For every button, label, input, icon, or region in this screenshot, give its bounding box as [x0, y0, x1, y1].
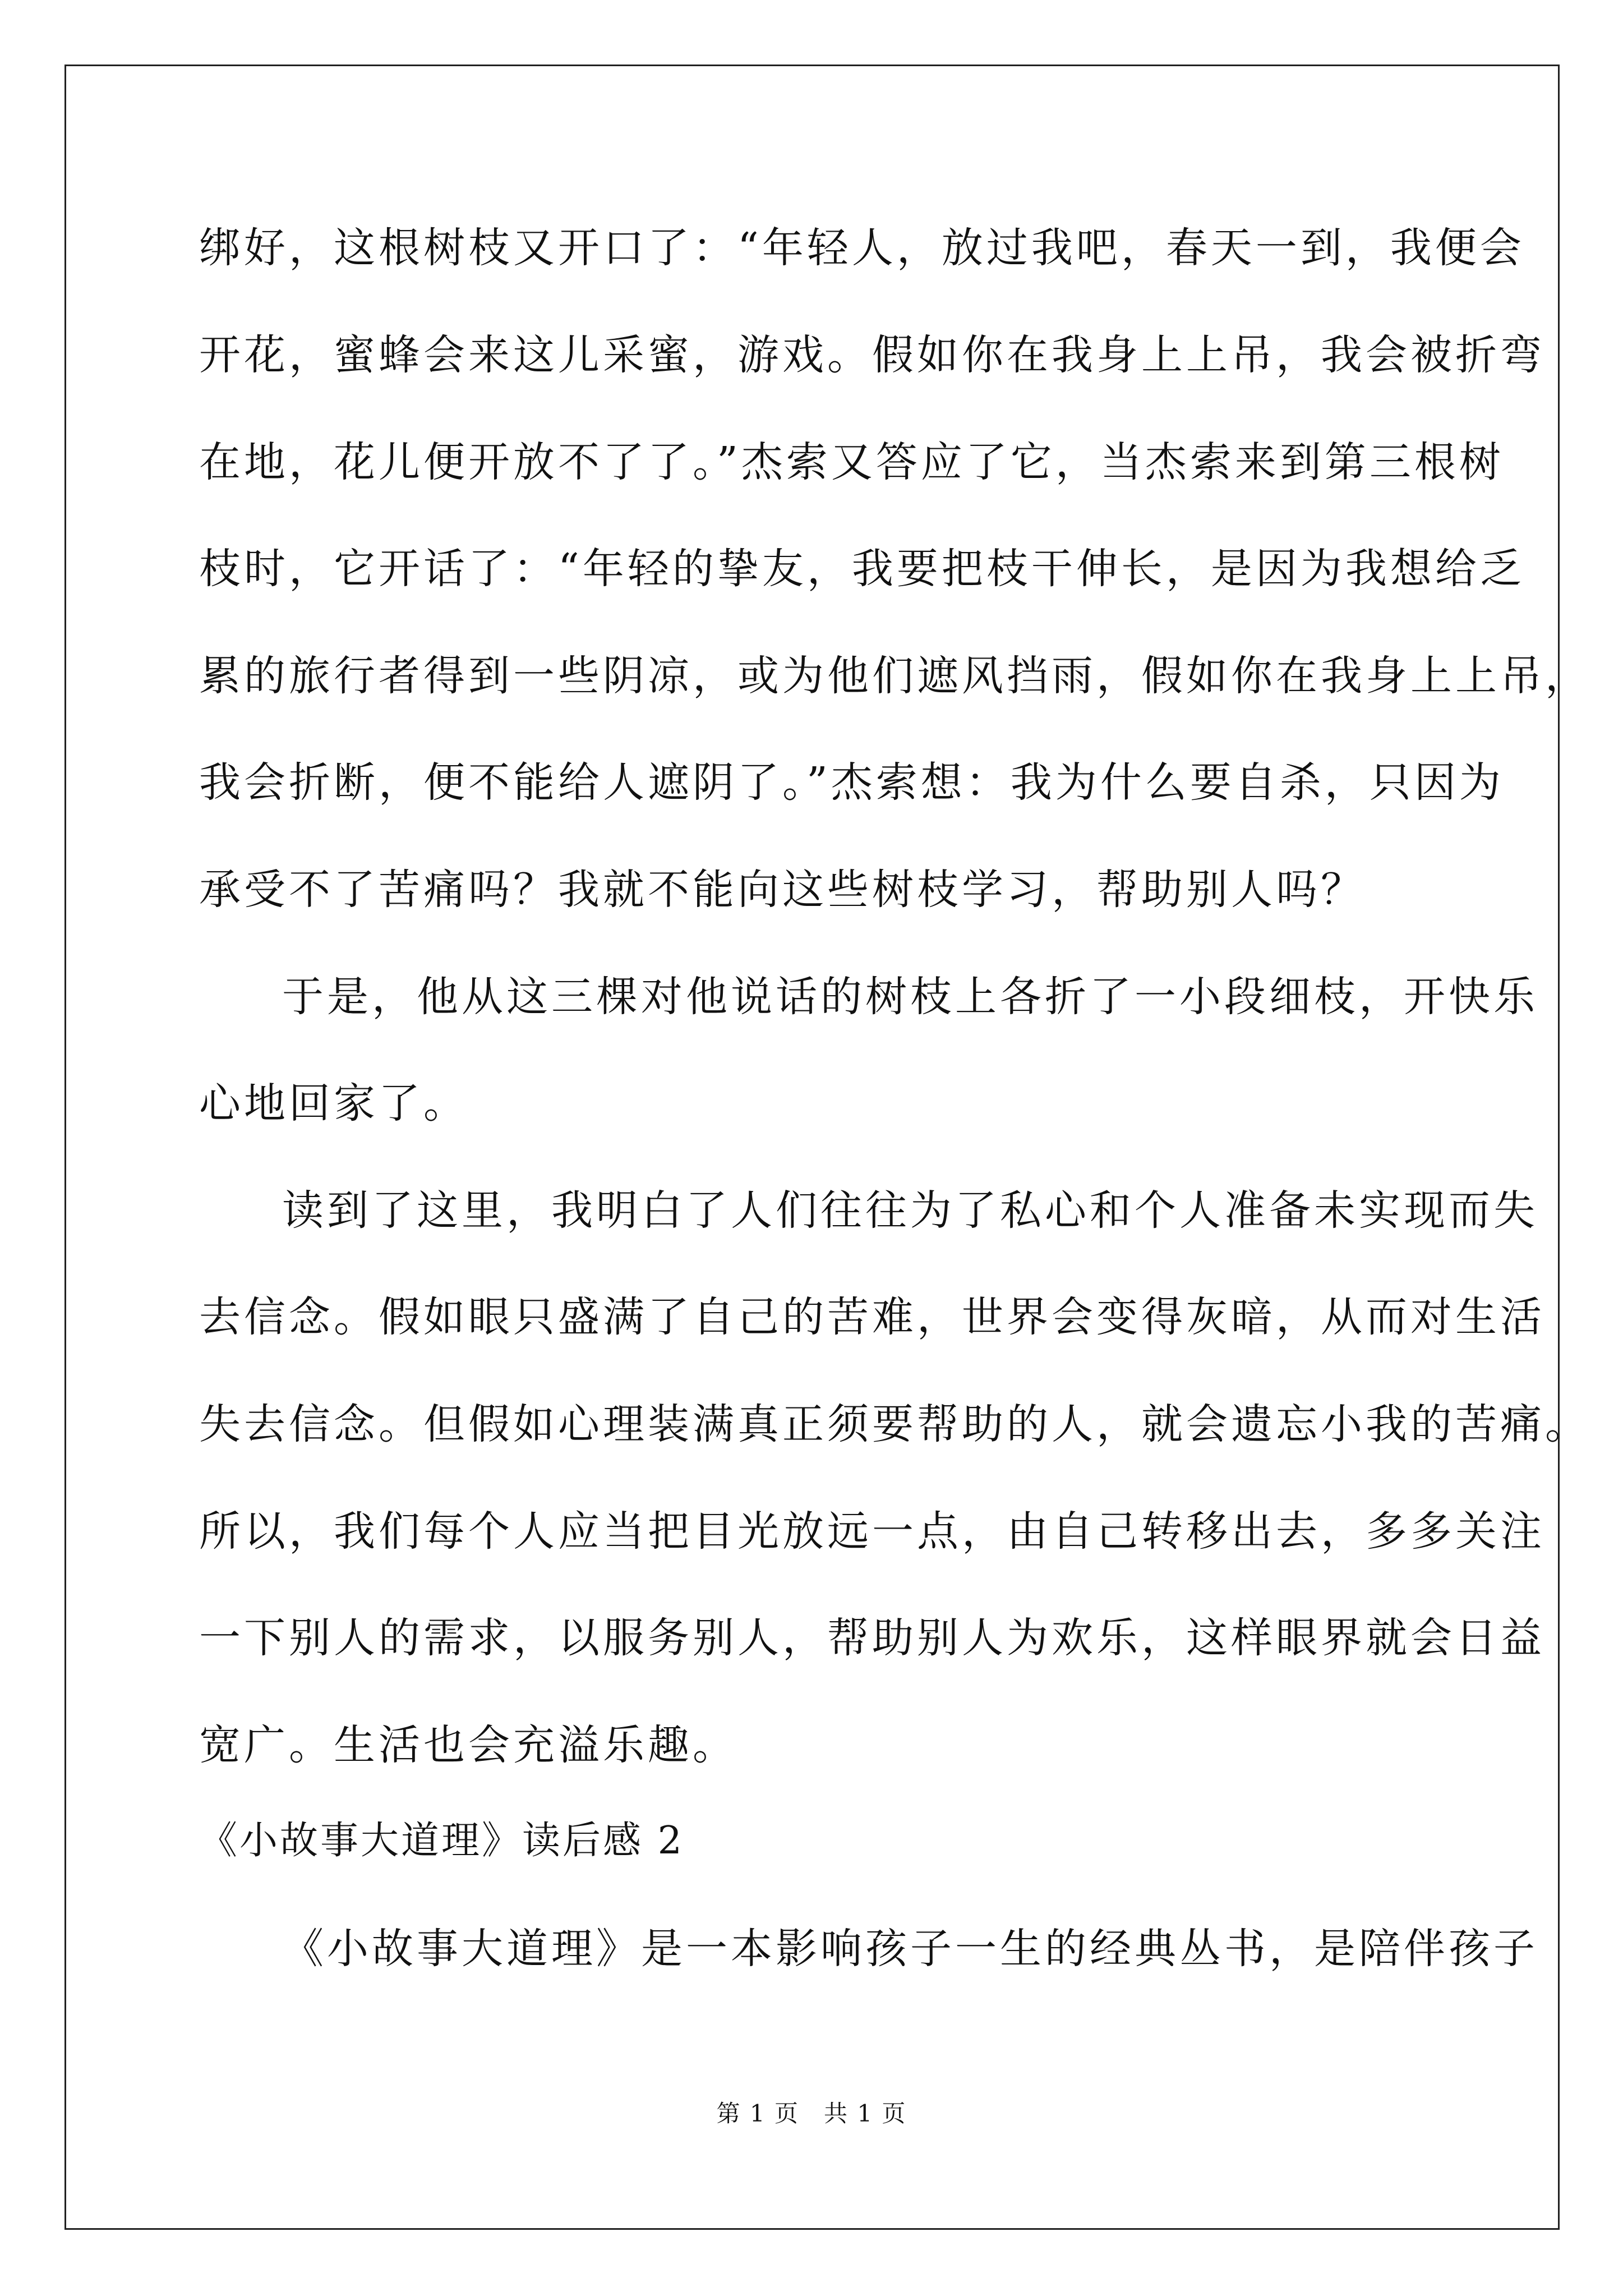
text-line: 读到了这里，我明白了人们往往为了私心和个人准备未实现而失	[282, 1186, 1538, 1235]
text-line: 绑好，这根树枝又开口了：“年轻人，放过我吧，春天一到，我便会	[199, 224, 1525, 272]
text-line: 在地，花儿便开放不了了。”杰索又答应了它，当杰索来到第三根树	[199, 438, 1504, 486]
section-heading: 《小故事大道理》读后感 2	[199, 1819, 684, 1863]
text-line: 去信念。假如眼只盛满了自己的苦难，世界会变得灰暗，从而对生活	[199, 1293, 1545, 1341]
text-line: 累的旅行者得到一些阴凉，或为他们遮风挡雨，假如你在我身上上吊，	[199, 652, 1590, 700]
page-border	[64, 65, 1560, 2230]
page-footer: 第 1 页 共 1 页	[716, 2100, 907, 2127]
text-line: 枝时，它开话了：“年轻的挚友，我要把枝干伸长，是因为我想给乏	[199, 545, 1525, 593]
text-line: 《小故事大道理》是一本影响孩子一生的经典丛书，是陪伴孩子	[282, 1925, 1538, 1973]
text-line: 心地回家了。	[199, 1079, 468, 1128]
text-line: 承受不了苦痛吗？我就不能向这些树枝学习，帮助别人吗？	[199, 866, 1366, 914]
text-line: 于是，他从这三棵对他说话的树枝上各折了一小段细枝，开快乐	[282, 973, 1538, 1021]
text-line: 我会折断，便不能给人遮阴了。”杰索想：我为什么要自杀，只因为	[199, 758, 1504, 807]
text-line: 开花，蜜蜂会来这儿采蜜，游戏。假如你在我身上上吊，我会被折弯	[199, 331, 1545, 379]
text-line: 失去信念。但假如心理装满真正须要帮助的人，就会遗忘小我的苦痛。	[199, 1400, 1590, 1448]
text-line: 所以，我们每个人应当把目光放远一点，由自己转移出去，多多关注	[199, 1507, 1545, 1556]
text-line: 宽广。生活也会充溢乐趣。	[199, 1721, 737, 1769]
text-line: 一下别人的需求，以服务别人，帮助别人为欢乐，这样眼界就会日益	[199, 1614, 1545, 1662]
